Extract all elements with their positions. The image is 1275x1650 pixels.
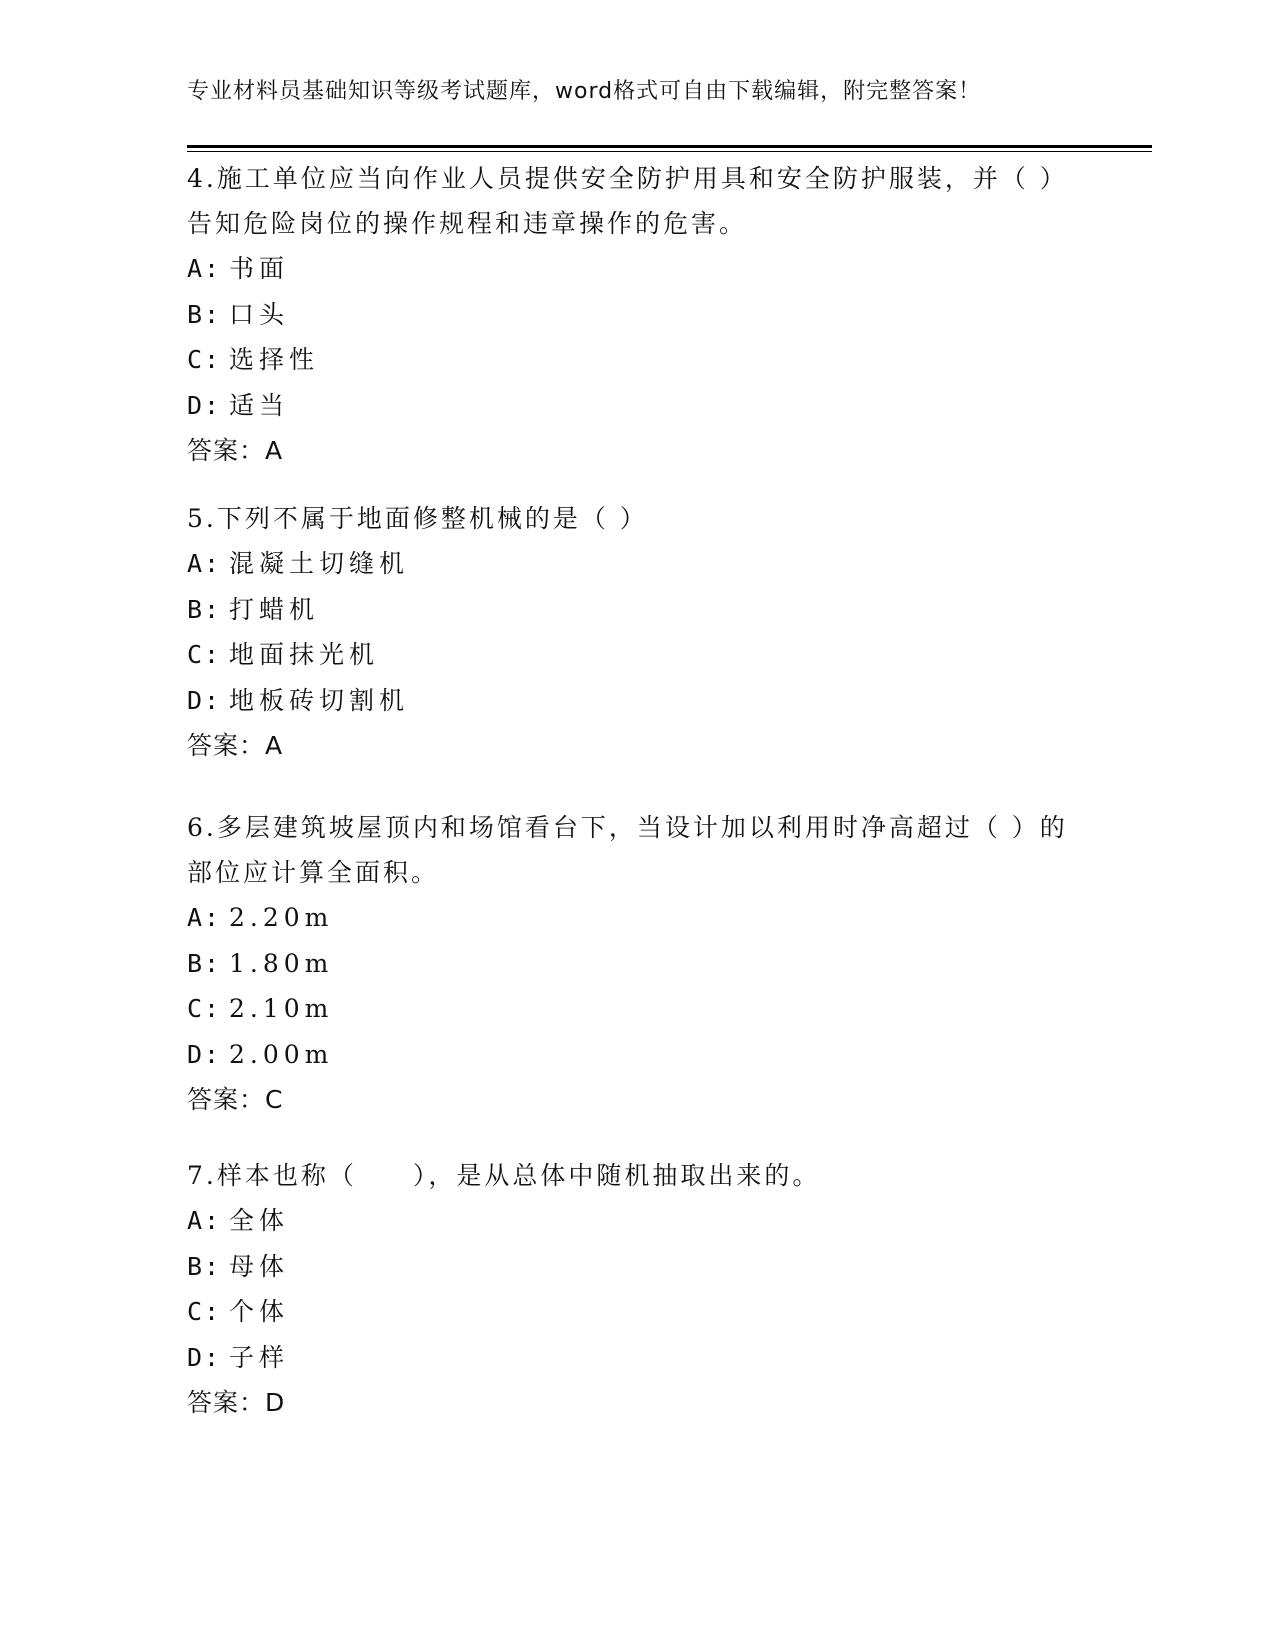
question-block-7 bbox=[187, 1153, 1087, 1425]
question-block-4 bbox=[187, 156, 1087, 473]
option-letter: D: bbox=[187, 390, 222, 420]
option-text: 1.80m bbox=[229, 948, 334, 978]
answer-line: 答案：C bbox=[187, 1085, 284, 1114]
option-text: 打蜡机 bbox=[229, 594, 320, 624]
option-letter: C: bbox=[187, 640, 222, 669]
option-text: 书面 bbox=[229, 254, 290, 283]
question-stem: 4.施工单位应当向作业人员提供安全防护用具和安全防护服装，并（ ）告知危险岗位的操作规程和违章操作的危害。 bbox=[187, 164, 1068, 238]
option-letter: A: bbox=[187, 549, 222, 578]
option-text: 混凝土切缝机 bbox=[229, 549, 410, 578]
option-b bbox=[187, 587, 1087, 633]
option-d bbox=[187, 1335, 1087, 1381]
option-text: 选择性 bbox=[229, 345, 320, 374]
option-letter: C: bbox=[187, 345, 222, 374]
option-c bbox=[187, 1289, 1087, 1335]
option-a bbox=[187, 1198, 1087, 1244]
option-text: 个体 bbox=[229, 1297, 290, 1326]
option-text: 子样 bbox=[229, 1342, 290, 1372]
question-stem: 6.多层建筑坡屋顶内和场馆看台下，当设计加以利用时净高超过（ ）的部位应计算全面积。 bbox=[187, 813, 1068, 887]
option-letter: C: bbox=[187, 1297, 222, 1326]
option-letter: B: bbox=[187, 299, 222, 329]
option-d bbox=[187, 1032, 1087, 1078]
option-letter: B: bbox=[187, 948, 222, 978]
option-b bbox=[187, 941, 1087, 987]
answer-line: 答案：A bbox=[187, 436, 284, 465]
option-text: 2.10m bbox=[229, 994, 334, 1023]
option-c bbox=[187, 337, 1087, 383]
option-text: 母体 bbox=[229, 1251, 290, 1281]
option-letter: D: bbox=[187, 1342, 222, 1372]
header-rule-thin bbox=[187, 151, 1152, 152]
option-c bbox=[187, 632, 1087, 678]
option-d bbox=[187, 383, 1087, 429]
option-b bbox=[187, 292, 1087, 338]
document-header: 专业材料员基础知识等级考试题库，word格式可自由下载编辑，附完整答案！ bbox=[187, 79, 982, 104]
option-letter: A: bbox=[187, 1206, 222, 1235]
question-stem: 5.下列不属于地面修整机械的是（ ） bbox=[187, 504, 648, 533]
option-a bbox=[187, 895, 1087, 941]
option-letter: B: bbox=[187, 594, 222, 624]
option-text: 地面抹光机 bbox=[229, 640, 380, 669]
option-text: 2.00m bbox=[229, 1039, 334, 1069]
option-letter: C: bbox=[187, 994, 222, 1023]
option-letter: D: bbox=[187, 1039, 222, 1069]
option-letter: B: bbox=[187, 1251, 222, 1281]
option-b bbox=[187, 1244, 1087, 1290]
option-a bbox=[187, 246, 1087, 292]
question-stem: 7.样本也称（ ），是从总体中随机抽取出来的。 bbox=[187, 1161, 821, 1190]
option-letter: D: bbox=[187, 685, 222, 715]
option-text: 全体 bbox=[229, 1206, 290, 1235]
question-block-5 bbox=[187, 496, 1087, 768]
option-a bbox=[187, 541, 1087, 587]
option-text: 适当 bbox=[229, 390, 290, 420]
option-d bbox=[187, 678, 1087, 724]
answer-line: 答案：A bbox=[187, 731, 284, 760]
header-rule-thick bbox=[187, 145, 1152, 148]
question-block-6 bbox=[187, 805, 1087, 1122]
option-c bbox=[187, 986, 1087, 1032]
answer-line: 答案：D bbox=[187, 1388, 286, 1417]
option-text: 2.20m bbox=[229, 903, 334, 932]
option-letter: A: bbox=[187, 903, 222, 932]
option-letter: A: bbox=[187, 254, 222, 283]
option-text: 地板砖切割机 bbox=[229, 685, 410, 715]
option-text: 口头 bbox=[229, 299, 290, 329]
